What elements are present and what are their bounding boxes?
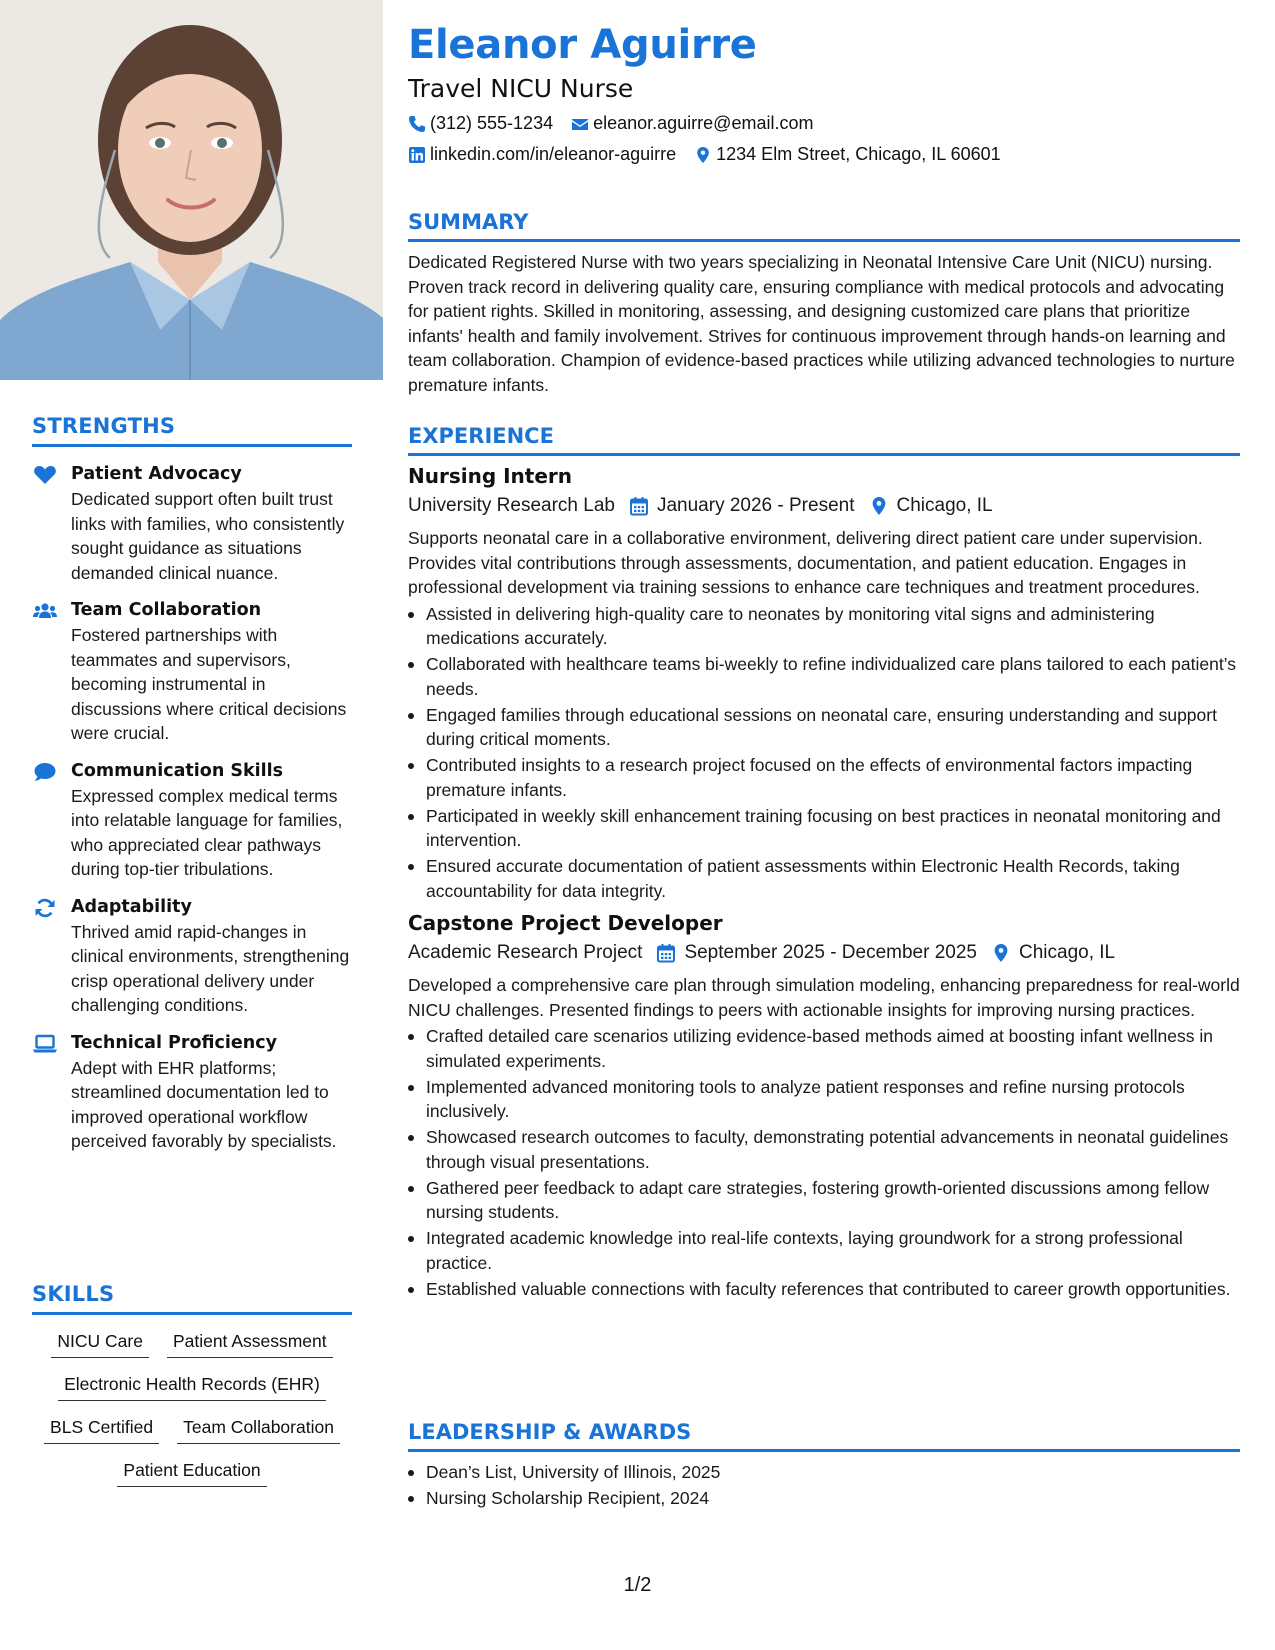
contact-row	[408, 113, 831, 134]
laptop-icon	[33, 1034, 57, 1054]
job-entry	[408, 911, 1240, 1301]
summary-text: Dedicated Registered Nurse with two years specializing in Neonatal Intensive Care Unit (NICU) nursing. Proven track record in delivering quality care, ensuring compliance with medical protocols and advocating for patient rights. Skilled in monitoring, assessing, and designing customized care plans that prioritize infants' health and family involvement. Strives for continuous improvement through hands-on learning and team collaboration. Champion of evidence-based practices while utilizing advanced technologies to nurture premature infants.	[408, 252, 1235, 395]
profile-photo	[0, 0, 383, 380]
job-dates: September 2025 - December 2025	[684, 942, 977, 963]
job-description: Supports neonatal care in a collaborative environment, delivering direct patient care under supervision. Provides vital contributions through assessments, documentation, and patient education. Engages in professional development via training sessions to enhance care techniques and treatment procedures.	[408, 528, 1203, 597]
strength-description: Thrived amid rapid-changes in clinical environments, strengthening crisp operational delivery under challenging conditions.	[71, 921, 350, 1015]
skill-tag: BLS Certified	[44, 1415, 159, 1444]
strength-item	[32, 463, 352, 585]
linkedin-icon	[408, 146, 426, 164]
job-title-headline: Travel NICU Nurse	[408, 74, 634, 103]
strength-title: Technical Proficiency	[71, 1032, 277, 1053]
job-bullets	[408, 1024, 1240, 1301]
job-title: Nursing Intern	[408, 464, 573, 488]
strengths-heading: STRENGTHS	[32, 414, 352, 447]
skills-list	[32, 1329, 352, 1487]
strengths-section	[32, 414, 352, 1154]
email-text[interactable]: eleanor.aguirre@email.com	[593, 113, 814, 133]
bullet-item: Gathered peer feedback to adapt care strategies, fostering growth-oriented discussions among fellow nursing students.	[408, 1176, 1240, 1225]
strength-description: Fostered partnerships with teammates and supervisors, becoming instrumental in discussions where critical decisions were crucial.	[71, 625, 347, 743]
bullet-item: Established valuable connections with faculty references that contributed to career growth opportunities.	[408, 1277, 1240, 1302]
job-bullets	[408, 602, 1240, 904]
sidebar	[0, 0, 383, 1650]
job-description: Developed a comprehensive care plan through simulation modeling, enhancing preparedness for real-world NICU challenges. Presented findings to peers with actionable insights for improving nursing practices.	[408, 975, 1240, 1020]
phone-icon	[408, 115, 426, 133]
experience-section	[408, 424, 1240, 1301]
bullet-item: Ensured accurate documentation of patient assessments within Electronic Health Records, taking accountability for data integrity.	[408, 854, 1240, 903]
candidate-name: Eleanor Aguirre	[408, 22, 757, 68]
strength-title: Adaptability	[71, 896, 192, 917]
summary-section	[408, 210, 1240, 397]
job-meta	[408, 495, 1240, 517]
leadership-heading: LEADERSHIP & AWARDS	[408, 1420, 1240, 1452]
address-text: 1234 Elm Street, Chicago, IL 60601	[716, 144, 1001, 164]
strength-description: Dedicated support often built trust links with families, who consistently sought guidance as situations demanded clinical nuance.	[71, 489, 345, 583]
strength-item	[32, 760, 352, 882]
phone-text: (312) 555-1234	[430, 113, 554, 133]
strength-item	[32, 599, 352, 746]
heart-icon	[33, 465, 57, 485]
strength-item	[32, 896, 352, 1018]
bullet-item: Participated in weekly skill enhancement training focusing on best practices in neonatal monitoring and intervention.	[408, 804, 1240, 853]
bullet-item: Contributed insights to a research project focused on the effects of environmental factors impacting premature infants.	[408, 753, 1240, 802]
skill-tag: Patient Education	[117, 1458, 266, 1487]
calendar-icon	[656, 943, 676, 963]
skill-tag: Patient Assessment	[167, 1329, 333, 1358]
bullet-item: Engaged families through educational sessions on neonatal care, ensuring understanding and support during critical moments.	[408, 703, 1240, 752]
page-number: 1/2	[623, 1574, 652, 1596]
strength-title: Communication Skills	[71, 760, 284, 781]
users-icon	[33, 601, 57, 621]
strength-description: Expressed complex medical terms into relatable language for families, who appreciated clear pathways during top-tier tribulations.	[71, 785, 343, 879]
map-pin-icon	[991, 943, 1011, 963]
job-dates: January 2026 - Present	[656, 495, 855, 516]
linkedin-contact[interactable]	[408, 144, 676, 165]
bullet-item: Integrated academic knowledge into real-life contexts, laying groundwork for a strong professional practice.	[408, 1226, 1240, 1275]
award-item: Nursing Scholarship Recipient, 2024	[408, 1486, 1240, 1511]
job-title: Capstone Project Developer	[408, 911, 723, 935]
sync-icon	[33, 898, 57, 918]
map-pin-icon	[869, 496, 889, 516]
award-item: Dean’s List, University of Illinois, 2025	[408, 1460, 1240, 1485]
skills-heading: SKILLS	[32, 1282, 352, 1315]
summary-heading: SUMMARY	[408, 210, 1240, 242]
contact-row	[408, 144, 1019, 165]
job-organization: University Research Lab	[408, 495, 615, 516]
job-meta	[408, 942, 1240, 964]
phone-contact	[408, 113, 553, 134]
chat-bubble-icon	[33, 762, 57, 782]
job-entry	[408, 464, 1240, 903]
strength-title: Patient Advocacy	[71, 464, 242, 484]
bullet-item: Implemented advanced monitoring tools to analyze patient responses and refine nursing protocols inclusively.	[408, 1075, 1240, 1124]
bullet-item: Collaborated with healthcare teams bi-weekly to refine individualized care plans tailored to each patient’s needs.	[408, 652, 1240, 701]
leadership-list	[408, 1460, 1240, 1511]
bullet-item: Showcased research outcomes to faculty, demonstrating potential advancements in neonatal guidelines through visual presentations.	[408, 1125, 1240, 1174]
bullet-item: Crafted detailed care scenarios utilizing evidence-based methods aimed at boosting infant wellness in simulated experiments.	[408, 1024, 1240, 1073]
email-contact[interactable]	[571, 113, 813, 134]
job-organization: Academic Research Project	[408, 942, 643, 963]
map-pin-icon	[694, 146, 712, 164]
skill-tag: Team Collaboration	[177, 1415, 340, 1444]
leadership-section	[408, 1420, 1240, 1511]
calendar-icon	[629, 496, 649, 516]
linkedin-text[interactable]: linkedin.com/in/eleanor-aguirre	[430, 144, 677, 164]
address-contact	[694, 144, 1001, 165]
envelope-icon	[571, 115, 589, 133]
strength-item	[32, 1032, 352, 1154]
experience-heading: EXPERIENCE	[408, 424, 1240, 456]
skills-section	[32, 1282, 352, 1487]
strength-description: Adept with EHR platforms; streamlined documentation led to improved operational workflow perceived favorably by specialists.	[71, 1057, 337, 1151]
skill-tag: Electronic Health Records (EHR)	[58, 1372, 326, 1401]
job-location: Chicago, IL	[1019, 942, 1116, 963]
bullet-item: Assisted in delivering high-quality care to neonates by monitoring vital signs and administering medications accurately.	[408, 602, 1240, 651]
job-location: Chicago, IL	[896, 495, 993, 516]
skill-tag: NICU Care	[51, 1329, 149, 1358]
strength-title: Team Collaboration	[71, 600, 262, 620]
